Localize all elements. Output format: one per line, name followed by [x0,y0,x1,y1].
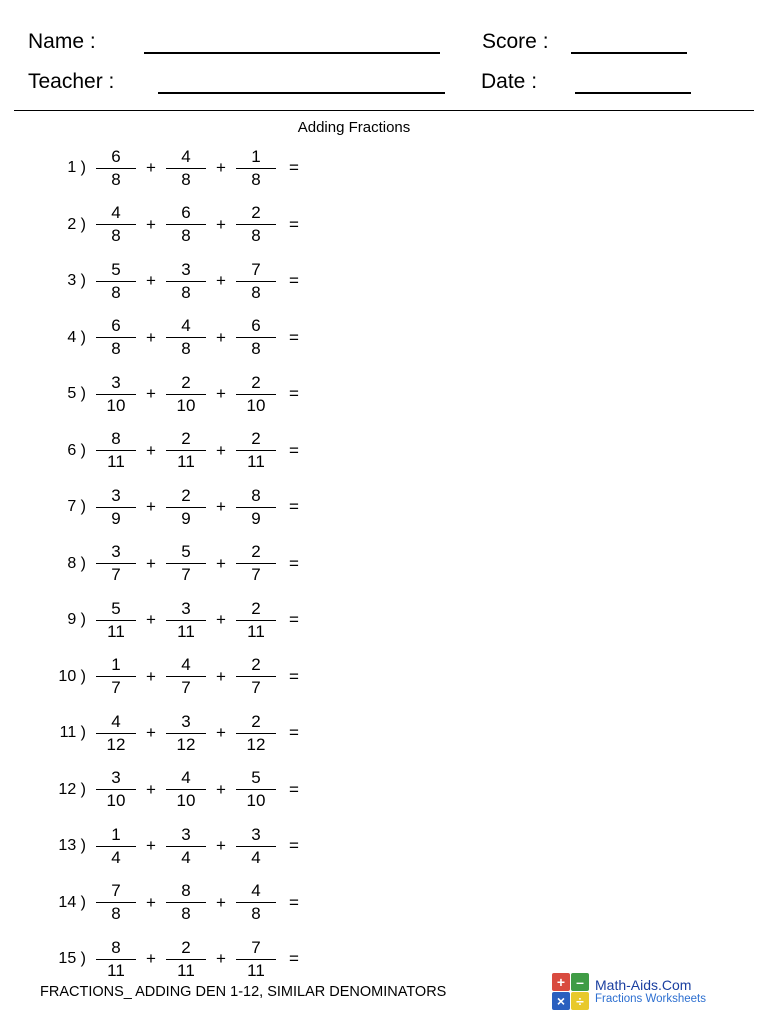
problem-row [32,875,754,932]
numerator: 8 [111,937,121,957]
fraction-bar [96,507,136,508]
problem-row [32,705,754,762]
plus-operator: + [216,158,226,178]
name-input[interactable] [144,26,440,54]
problem-row [32,762,754,819]
fraction-bar [236,394,276,395]
plus-operator: + [216,892,226,912]
numerator: 4 [181,146,191,166]
fraction-bar [166,846,206,847]
date-input[interactable] [575,66,691,94]
problem-number: 13 ) [58,837,86,855]
denominator: 10 [176,791,196,811]
equals-sign: = [289,497,299,517]
plus-operator: + [216,779,226,799]
worksheet-header [14,0,754,111]
fraction-term [164,543,208,584]
numerator: 5 [181,542,191,562]
plus-operator: + [146,553,156,573]
fraction-bar [96,394,136,395]
numerator: 1 [111,655,121,675]
fraction-term [234,713,278,754]
problem-number: 9 ) [67,611,86,629]
numerator: 7 [251,259,261,279]
numerator: 2 [181,372,191,392]
numerator: 4 [111,711,121,731]
fraction-term [234,543,278,584]
numerator: 7 [111,881,121,901]
logo-text-block [595,977,706,1006]
plus-operator: + [146,610,156,630]
fraction-bar [166,281,206,282]
equals-sign: = [289,553,299,573]
fraction-term [94,204,138,245]
fraction-bar [236,733,276,734]
fraction-term [164,430,208,471]
denominator: 7 [251,565,261,585]
fraction-term [164,204,208,245]
teacher-input[interactable] [158,66,445,94]
denominator: 8 [111,226,121,246]
equals-sign: = [289,836,299,856]
problem-number: 10 ) [58,667,86,685]
denominator: 7 [111,678,121,698]
numerator: 5 [111,598,121,618]
fraction-term [94,374,138,415]
denominator: 8 [251,904,261,924]
problem-row [32,197,754,254]
fraction-bar [96,450,136,451]
numerator: 8 [111,429,121,449]
problem-row [32,140,754,197]
numerator: 2 [251,598,261,618]
equals-sign: = [289,610,299,630]
problem-number: 2 ) [67,215,86,233]
plus-operator: + [146,949,156,969]
fraction-term [164,713,208,754]
problem-row [32,649,754,706]
fraction-bar [96,789,136,790]
problem-row [32,818,754,875]
plus-operator: + [216,214,226,234]
plus-operator: + [216,271,226,291]
plus-operator: + [216,497,226,517]
denominator: 8 [181,226,191,246]
numerator: 4 [251,881,261,901]
problem-row [32,423,754,480]
fraction-term [94,600,138,641]
fraction-bar [236,846,276,847]
problem-row [32,366,754,423]
plus-operator: + [216,836,226,856]
denominator: 8 [251,339,261,359]
plus-operator: + [216,666,226,686]
denominator: 8 [181,282,191,302]
logo-icon-grid [552,973,589,1010]
fraction-term [164,882,208,923]
denominator: 8 [111,169,121,189]
denominator: 8 [251,169,261,189]
equals-sign: = [289,892,299,912]
fraction-term [94,261,138,302]
denominator: 7 [181,678,191,698]
fraction-bar [96,168,136,169]
problem-number: 6 ) [67,441,86,459]
fraction-bar [166,959,206,960]
plus-operator: + [146,271,156,291]
denominator: 8 [181,339,191,359]
numerator: 5 [251,768,261,788]
denominator: 8 [251,282,261,302]
fraction-term [94,713,138,754]
denominator: 8 [111,282,121,302]
fraction-bar [96,620,136,621]
fraction-bar [96,902,136,903]
problem-row [32,310,754,367]
fraction-term [94,826,138,867]
denominator: 8 [181,169,191,189]
numerator: 7 [251,937,261,957]
denominator: 7 [251,678,261,698]
denominator: 8 [251,226,261,246]
problem-row [32,253,754,310]
denominator: 11 [107,960,125,980]
fraction-bar [96,224,136,225]
plus-operator: + [216,553,226,573]
numerator: 2 [181,429,191,449]
minus-icon: – [571,973,589,991]
fraction-term [234,656,278,697]
numerator: 5 [111,259,121,279]
numerator: 2 [181,937,191,957]
name-label: Name : [28,30,96,53]
fraction-bar [96,337,136,338]
problem-number: 8 ) [67,554,86,572]
fraction-term [234,374,278,415]
fraction-term [234,882,278,923]
denominator: 4 [111,847,121,867]
fraction-bar [166,168,206,169]
fraction-term [164,374,208,415]
fraction-bar [166,733,206,734]
fraction-term [94,656,138,697]
fraction-term [164,261,208,302]
page-title: Adding Fractions [297,119,411,136]
fraction-term [94,430,138,471]
header-row-teacher [14,54,754,94]
fraction-bar [166,563,206,564]
numerator: 6 [251,316,261,336]
numerator: 3 [251,824,261,844]
denominator: 4 [251,847,261,867]
plus-operator: + [146,214,156,234]
numerator: 6 [181,203,191,223]
problem-row [32,479,754,536]
denominator: 4 [181,847,191,867]
denominator: 11 [247,621,265,641]
fraction-bar [236,337,276,338]
plus-operator: + [146,892,156,912]
fraction-bar [166,394,206,395]
fraction-bar [166,620,206,621]
numerator: 3 [111,372,121,392]
fraction-term [164,487,208,528]
fraction-bar [166,450,206,451]
numerator: 6 [111,316,121,336]
numerator: 4 [111,203,121,223]
numerator: 1 [251,146,261,166]
fraction-bar [236,281,276,282]
fraction-bar [236,224,276,225]
fraction-term [234,261,278,302]
plus-operator: + [216,440,226,460]
fraction-term [234,769,278,810]
fraction-bar [96,676,136,677]
fraction-term [234,204,278,245]
fraction-term [94,543,138,584]
denominator: 11 [247,960,265,980]
denominator: 10 [246,395,266,415]
fraction-bar [236,507,276,508]
numerator: 3 [111,485,121,505]
fraction-term [164,317,208,358]
fraction-term [164,600,208,641]
denominator: 7 [181,565,191,585]
problem-number: 11 ) [59,724,86,742]
plus-operator: + [146,440,156,460]
fraction-bar [96,563,136,564]
fraction-bar [166,676,206,677]
fraction-bar [236,959,276,960]
fraction-term [234,826,278,867]
fraction-bar [236,563,276,564]
denominator: 10 [176,395,196,415]
problem-number: 15 ) [58,950,86,968]
fraction-bar [236,676,276,677]
numerator: 2 [251,542,261,562]
worksheet-footer [0,973,768,1010]
denominator: 10 [106,395,126,415]
denominator: 7 [111,565,121,585]
problem-number: 14 ) [58,893,86,911]
plus-operator: + [216,723,226,743]
equals-sign: = [289,384,299,404]
numerator: 2 [251,429,261,449]
fraction-bar [166,224,206,225]
fraction-term [164,148,208,189]
plus-operator: + [216,949,226,969]
problem-row [32,536,754,593]
denominator: 11 [177,452,195,472]
numerator: 3 [111,768,121,788]
fraction-term [234,148,278,189]
fraction-term [164,656,208,697]
denominator: 10 [246,791,266,811]
fraction-bar [96,846,136,847]
denominator: 8 [111,339,121,359]
numerator: 3 [181,598,191,618]
denominator: 10 [106,791,126,811]
problem-number: 1 ) [67,159,86,177]
equals-sign: = [289,271,299,291]
date-label: Date : [481,70,538,93]
fraction-bar [236,620,276,621]
logo-title: Math-Aids.Com [595,976,692,993]
denominator: 9 [111,508,121,528]
numerator: 2 [251,655,261,675]
denominator: 9 [181,508,191,528]
numerator: 3 [181,824,191,844]
numerator: 4 [181,316,191,336]
teacher-label: Teacher : [28,70,115,93]
fraction-term [234,317,278,358]
denominator: 9 [251,508,261,528]
fraction-term [234,487,278,528]
numerator: 1 [111,824,121,844]
plus-operator: + [146,836,156,856]
denominator: 11 [247,452,265,472]
fraction-bar [166,507,206,508]
plus-operator: + [216,384,226,404]
equals-sign: = [289,440,299,460]
logo-subtitle: Fractions Worksheets [595,992,706,1005]
numerator: 8 [181,881,191,901]
denominator: 8 [181,904,191,924]
fraction-term [94,487,138,528]
fraction-bar [236,168,276,169]
equals-sign: = [289,214,299,234]
plus-operator: + [146,497,156,517]
fraction-term [94,769,138,810]
plus-operator: + [146,723,156,743]
fraction-bar [236,902,276,903]
times-icon: × [552,992,570,1010]
problem-number: 7 ) [67,498,86,516]
numerator: 4 [181,768,191,788]
denominator: 8 [111,904,121,924]
fraction-term [94,317,138,358]
header-divider [14,110,754,111]
problem-row [32,592,754,649]
plus-operator: + [146,327,156,347]
numerator: 6 [111,146,121,166]
numerator: 3 [181,259,191,279]
denominator: 11 [177,621,195,641]
fraction-bar [236,789,276,790]
equals-sign: = [289,158,299,178]
numerator: 8 [251,485,261,505]
numerator: 2 [251,711,261,731]
fraction-bar [96,281,136,282]
fraction-bar [166,337,206,338]
numerator: 3 [181,711,191,731]
numerator: 2 [181,485,191,505]
plus-operator: + [146,384,156,404]
numerator: 3 [111,542,121,562]
fraction-term [234,600,278,641]
plus-operator: + [146,779,156,799]
fraction-bar [236,450,276,451]
equals-sign: = [289,949,299,969]
header-row-name [14,14,754,54]
math-aids-logo[interactable] [552,973,754,1010]
equals-sign: = [289,779,299,799]
denominator: 11 [107,621,125,641]
fraction-bar [166,902,206,903]
denominator: 11 [177,960,195,980]
footer-description: FRACTIONS_ ADDING DEN 1-12, SIMILAR DENOMINATORS [40,983,447,1000]
denominator: 12 [246,734,266,754]
score-label: Score : [482,30,549,53]
denominator: 12 [106,734,126,754]
fraction-bar [96,959,136,960]
score-input[interactable] [571,26,687,54]
fraction-bar [166,789,206,790]
plus-operator: + [146,158,156,178]
divide-icon: ÷ [571,992,589,1010]
problem-number: 4 ) [67,328,86,346]
numerator: 2 [251,372,261,392]
numerator: 4 [181,655,191,675]
problem-list [14,140,754,988]
fraction-term [234,430,278,471]
fraction-term [94,882,138,923]
fraction-term [164,769,208,810]
denominator: 12 [176,734,196,754]
equals-sign: = [289,723,299,743]
fraction-bar [96,733,136,734]
problem-number: 3 ) [67,272,86,290]
problem-number: 12 ) [58,780,86,798]
plus-operator: + [216,327,226,347]
plus-icon: + [552,973,570,991]
fraction-term [94,148,138,189]
numerator: 2 [251,203,261,223]
equals-sign: = [289,327,299,347]
equals-sign: = [289,666,299,686]
plus-operator: + [216,610,226,630]
plus-operator: + [146,666,156,686]
denominator: 11 [107,452,125,472]
fraction-term [164,826,208,867]
problem-number: 5 ) [67,385,86,403]
